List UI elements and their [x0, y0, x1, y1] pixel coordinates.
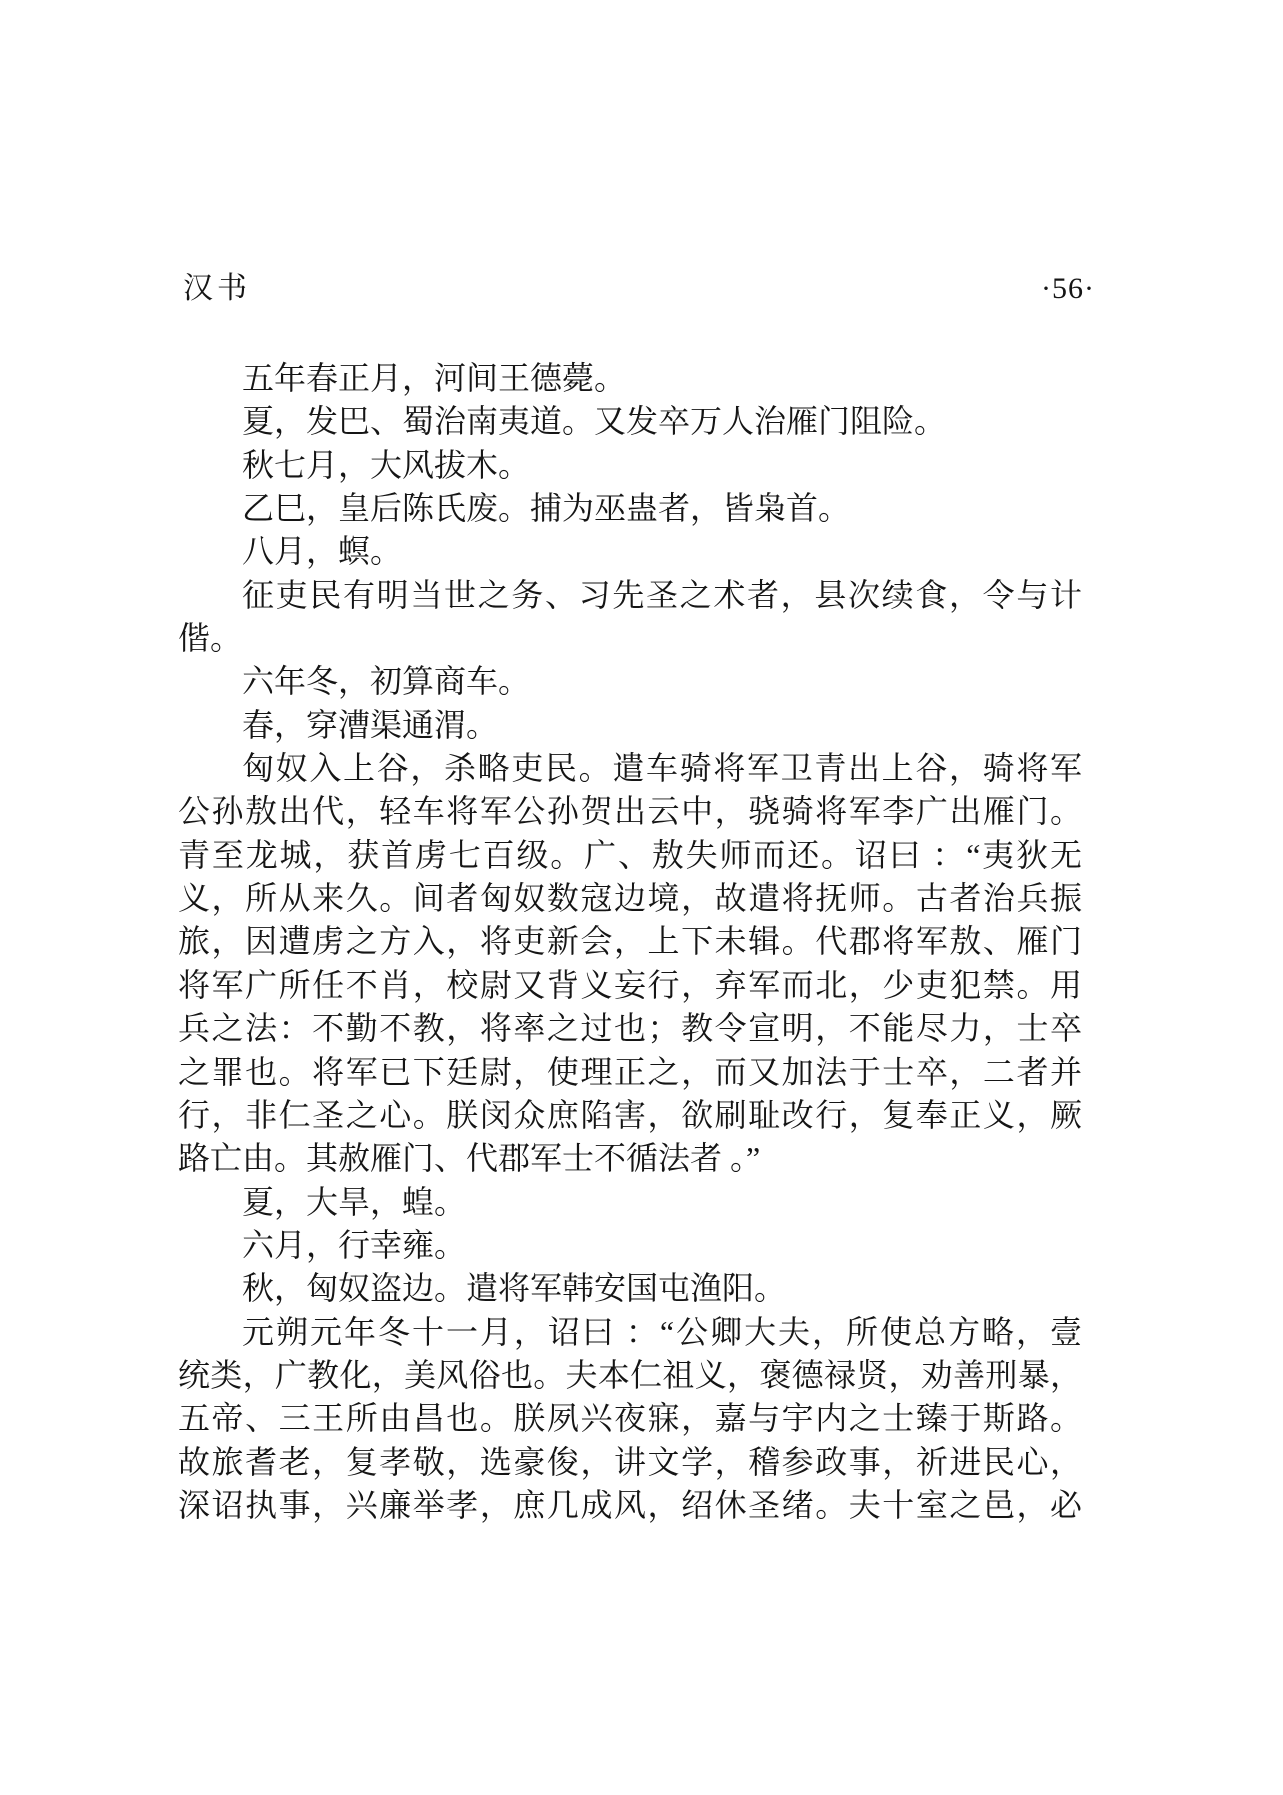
book-title: 汉书: [183, 272, 251, 305]
body-text-line: 路亡由。其赦雁门、代郡军士不循法者 。”: [178, 1140, 761, 1177]
body-text-line: 义，所从来久。间者匈奴数寇边境，故遣将抚师。古者治兵振: [178, 880, 1082, 917]
body-text-line: 故旅耆老，复孝敬，选豪俊，讲文学，稽参政事，祈进民心，: [178, 1443, 1082, 1480]
body-text-line: 统类，广教化，美风俗也。夫本仁祖义，褒德禄贤，劝善刑暴，: [178, 1356, 1082, 1393]
body-text-line: 秋，匈奴盗边。遣将军韩安国屯渔阳。: [242, 1270, 787, 1307]
page-number: ·56·: [1041, 272, 1095, 305]
body-text-line: 深诏执事，兴廉举孝，庶几成风，绍休圣绪。夫十室之邑，必: [178, 1486, 1082, 1523]
body-text-line: 旅，因遭虏之方入，将吏新会，上下未辑。代郡将军敖、雁门: [178, 923, 1082, 960]
body-text-line: 偕。: [178, 620, 243, 657]
body-text-line: 六月，行幸雍。: [242, 1226, 467, 1263]
body-text-line: 征吏民有明当世之务、习先圣之术者，县次续食，令与计: [242, 576, 1082, 613]
body-text-line: 公孙敖出代，轻车将军公孙贺出云中，骁骑将军李广出雁门。: [178, 793, 1082, 830]
body-text-line: 六年冬，初算商车。: [242, 663, 531, 700]
body-text-line: 行，非仁圣之心。朕闵众庶陷害，欲刷耻改行，复奉正义，厥: [178, 1096, 1082, 1133]
body-text-line: 夏，大旱，蝗。: [242, 1183, 467, 1220]
body-text-line: 之罪也。将军已下廷尉，使理正之，而又加法于士卒，二者并: [178, 1053, 1082, 1090]
body-text-line: 五年春正月，河间王德薨。: [242, 360, 627, 396]
page-header: [183, 270, 1095, 308]
body-text-line: 兵之法：不勤不教，将率之过也；教令宣明，不能尽力，士卒: [178, 1010, 1082, 1047]
body-text-line: 五帝、三王所由昌也。朕夙兴夜寐，嘉与宇内之士臻于斯路。: [178, 1400, 1082, 1437]
page-body: [178, 357, 1082, 1527]
body-text-line: 八月，螟。: [242, 533, 403, 570]
body-text-line: 元朔元年冬十一月，诏曰 ：“公卿大夫，所使总方略，壹: [242, 1313, 1082, 1350]
body-text-line: 秋七月，大风拔木。: [242, 446, 531, 483]
body-text-line: 乙巳，皇后陈氏废。捕为巫蛊者，皆枭首。: [242, 490, 851, 527]
body-text-line: 夏，发巴、蜀治南夷道。又发卒万人治雁门阻险。: [242, 403, 947, 440]
body-text-line: 匈奴入上谷，杀略吏民。遣车骑将军卫青出上谷，骑将军: [242, 750, 1082, 787]
body-text-line: 春，穿漕渠通渭。: [242, 706, 499, 743]
body-text-line: 将军广所任不肖，校尉又背义妄行，弃军而北，少吏犯禁。用: [178, 966, 1082, 1003]
body-text-line: 青至龙城，获首虏七百级。广、敖失师而还。诏曰 ：“夷狄无: [178, 836, 1082, 873]
